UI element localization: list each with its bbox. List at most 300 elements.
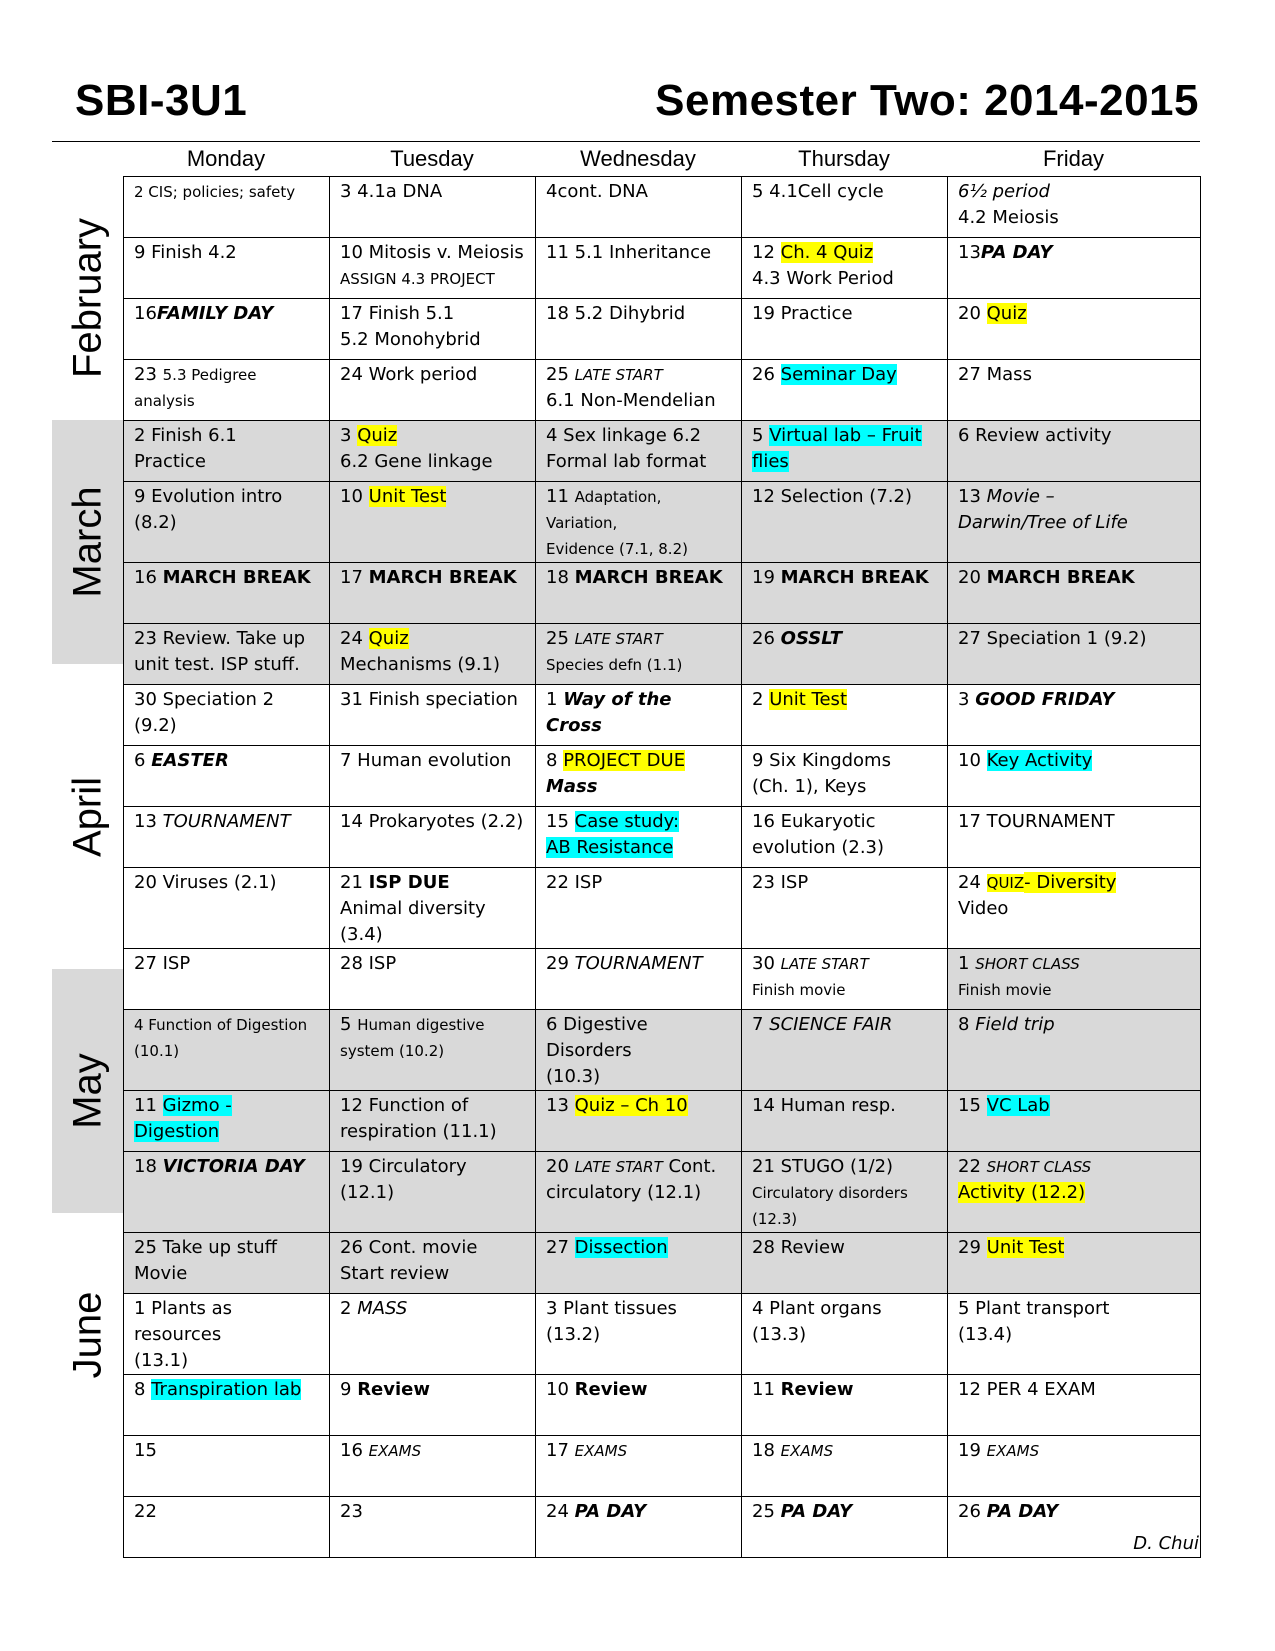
day-header-thursday: Thursday xyxy=(798,146,890,171)
month-june xyxy=(52,1213,123,1457)
week-row xyxy=(124,1436,1201,1497)
cell-text: MARCH BREAK xyxy=(368,567,517,588)
cell-text: 24 xyxy=(546,1501,575,1522)
cell-text: 31 Finish speciation xyxy=(340,689,518,710)
cell-text: Quiz xyxy=(357,425,398,446)
cell-text: 30 Speciation 2 (9.2) xyxy=(134,689,275,736)
day-cell xyxy=(124,624,330,685)
month-april xyxy=(52,664,123,969)
cell-text: FAMILY DAY xyxy=(156,303,274,324)
cell-text: EXAMS xyxy=(368,1442,422,1460)
cell-text: VC Lab xyxy=(986,1095,1050,1116)
cell-text: 10 xyxy=(340,486,369,507)
calendar-grid xyxy=(123,176,1201,1558)
cell-text: Field trip xyxy=(975,1014,1055,1035)
cell-text: 12 Function of xyxy=(340,1095,469,1116)
week-row xyxy=(124,1091,1201,1152)
cell-text: circulatory (12.1) xyxy=(546,1182,702,1203)
cell-text: 21 STUGO (1/2) xyxy=(752,1156,894,1177)
cell-text: 7 xyxy=(752,1014,770,1035)
cell-text: 19 xyxy=(958,1440,987,1461)
cell-text: Circulatory disorders (12.3) xyxy=(752,1184,908,1228)
day-cell xyxy=(742,949,948,1010)
cell-text: Activity (12.2) xyxy=(958,1182,1086,1203)
cell-text: respiration (11.1) xyxy=(340,1121,497,1142)
cell-text: 26 xyxy=(752,364,781,385)
day-cell xyxy=(124,482,330,563)
day-cell xyxy=(536,1152,742,1233)
cell-text: EXAMS xyxy=(574,1442,628,1460)
week-row xyxy=(124,1375,1201,1436)
cell-text: SCIENCE FAIR xyxy=(769,1014,893,1035)
day-header-wednesday: Wednesday xyxy=(580,146,696,171)
day-cell xyxy=(948,1436,1201,1497)
cell-text: 6 xyxy=(134,750,152,771)
cell-text: 1 xyxy=(958,953,976,974)
cell-text: 16 xyxy=(340,1440,369,1461)
cell-text: 28 ISP xyxy=(340,953,397,974)
cell-text: Review xyxy=(357,1379,430,1400)
day-cell xyxy=(124,563,330,624)
cell-text: (13.4) xyxy=(958,1324,1013,1345)
cell-text: Finish movie xyxy=(958,981,1052,999)
day-cell xyxy=(536,1294,742,1375)
day-cell xyxy=(742,1375,948,1436)
cell-text: 5.3 Pedigree analysis xyxy=(134,366,257,410)
day-cell xyxy=(330,1436,536,1497)
day-cell xyxy=(330,1233,536,1294)
cell-text: Quiz xyxy=(368,628,409,649)
cell-text: Mechanisms (9.1) xyxy=(340,654,501,675)
day-cell xyxy=(948,360,1201,421)
day-cell xyxy=(330,685,536,746)
cell-text: Cont. xyxy=(662,1156,717,1177)
day-cell xyxy=(536,360,742,421)
cell-text: 4 Sex linkage 6.2 xyxy=(546,425,702,446)
day-cell xyxy=(948,868,1201,949)
day-cell xyxy=(742,1497,948,1558)
cell-text: PA DAY xyxy=(574,1501,647,1522)
cell-text: 2 xyxy=(340,1298,358,1319)
cell-text: 19 Practice xyxy=(752,303,853,324)
cell-text: TOURNAMENT xyxy=(574,953,703,974)
cell-text: Review xyxy=(574,1379,648,1400)
cell-text: 26 xyxy=(752,628,781,649)
cell-text: 10 Mitosis v. Meiosis xyxy=(340,242,524,263)
cell-text: 18 xyxy=(134,1156,163,1177)
week-row xyxy=(124,1294,1201,1375)
cell-text: Practice xyxy=(134,451,206,472)
week-row xyxy=(124,421,1201,482)
cell-text: unit test. ISP stuff. xyxy=(134,654,300,675)
month-label: April xyxy=(65,776,109,857)
day-cell xyxy=(536,1436,742,1497)
cell-text: 8 xyxy=(134,1379,152,1400)
cell-text: 22 ISP xyxy=(546,872,603,893)
cell-text: 6½ period xyxy=(958,181,1050,202)
cell-text: 9 Six Kingdoms xyxy=(752,750,891,771)
cell-text: 23 ISP xyxy=(752,872,809,893)
week-row xyxy=(124,299,1201,360)
day-cell xyxy=(948,563,1201,624)
cell-text: PROJECT DUE xyxy=(563,750,686,771)
cell-text: 24 Work period xyxy=(340,364,478,385)
cell-text: 3 Plant tissues (13.2) xyxy=(546,1298,677,1345)
week-row xyxy=(124,177,1201,238)
cell-text: TOURNAMENT xyxy=(162,811,291,832)
day-cell xyxy=(742,1152,948,1233)
cell-text: 16 Eukaryotic xyxy=(752,811,876,832)
cell-text: AB Resistance xyxy=(546,837,674,858)
day-cell xyxy=(536,868,742,949)
cell-text: 20 xyxy=(546,1156,575,1177)
day-cell xyxy=(742,238,948,299)
cell-text: Adaptation, Variation, xyxy=(546,488,662,532)
cell-text: 9 Evolution intro xyxy=(134,486,283,507)
cell-text: MARCH BREAK xyxy=(162,567,311,588)
day-cell xyxy=(330,949,536,1010)
day-cell xyxy=(742,807,948,868)
cell-text: 8 xyxy=(546,750,564,771)
cell-text: 2 Finish 6.1 xyxy=(134,425,237,446)
cell-text: Human digestive xyxy=(357,1016,485,1034)
day-cell xyxy=(536,624,742,685)
cell-text: 6.2 Gene linkage xyxy=(340,451,493,472)
cell-text: 1 Plants as resources xyxy=(134,1298,233,1345)
day-cell xyxy=(536,238,742,299)
cell-text: 9 Finish 4.2 xyxy=(134,242,237,263)
cell-text: 17 xyxy=(340,567,369,588)
day-cell xyxy=(948,421,1201,482)
day-cell xyxy=(742,868,948,949)
cell-text: 27 xyxy=(546,1237,575,1258)
cell-text: 6 Review activity xyxy=(958,425,1112,446)
cell-text: SHORT CLASS xyxy=(975,955,1080,973)
cell-text: 22 xyxy=(958,1156,987,1177)
day-cell xyxy=(948,949,1201,1010)
cell-text: Evidence (7.1, 8.2) xyxy=(546,540,688,558)
day-cell xyxy=(124,299,330,360)
day-cell xyxy=(948,624,1201,685)
cell-text: LATE START xyxy=(574,1158,663,1176)
cell-text: 13 xyxy=(958,242,981,263)
cell-text: 16 xyxy=(134,567,163,588)
day-cell xyxy=(124,746,330,807)
month-label: February xyxy=(65,217,109,379)
day-cell xyxy=(948,1152,1201,1233)
week-row xyxy=(124,1233,1201,1294)
cell-text: 29 xyxy=(546,953,575,974)
day-cell xyxy=(330,299,536,360)
cell-text: 20 Viruses (2.1) xyxy=(134,872,277,893)
cell-text: QUIZ xyxy=(986,874,1025,892)
cell-text: 7 Human evolution xyxy=(340,750,512,771)
day-cell xyxy=(124,421,330,482)
day-cell xyxy=(948,1233,1201,1294)
cell-text: 9 xyxy=(340,1379,358,1400)
cell-text: Dissection xyxy=(574,1237,668,1258)
month-may xyxy=(52,969,123,1213)
cell-text: Quiz xyxy=(986,303,1027,324)
cell-text: 4 Function of Digestion xyxy=(134,1016,308,1034)
cell-text: (10.3) xyxy=(546,1066,601,1087)
cell-text: (13.1) xyxy=(134,1350,189,1371)
day-cell xyxy=(330,421,536,482)
month-march xyxy=(52,420,123,664)
cell-text: 13 xyxy=(958,486,987,507)
cell-text: 12 PER 4 EXAM xyxy=(958,1379,1096,1400)
cell-text: LATE START xyxy=(780,955,869,973)
cell-text: EXAMS xyxy=(780,1442,834,1460)
cell-text: 5 Plant transport xyxy=(958,1298,1110,1319)
cell-text: PA DAY xyxy=(986,1501,1059,1522)
cell-text: Darwin/Tree of Life xyxy=(958,512,1128,533)
cell-text: 4.3 Work Period xyxy=(752,268,894,289)
day-cell xyxy=(536,421,742,482)
day-cell xyxy=(330,807,536,868)
day-cell xyxy=(124,238,330,299)
day-cell xyxy=(742,1091,948,1152)
week-row xyxy=(124,868,1201,949)
day-cell xyxy=(742,482,948,563)
day-cell xyxy=(124,1294,330,1375)
cell-text: 3 xyxy=(340,425,358,446)
cell-text: 15 xyxy=(134,1440,157,1461)
week-row xyxy=(124,1010,1201,1091)
day-cell xyxy=(536,482,742,563)
cell-text: 24 xyxy=(958,872,987,893)
cell-text: 11 xyxy=(546,486,575,507)
day-cell xyxy=(742,1010,948,1091)
cell-text: 23 xyxy=(340,1501,363,1522)
day-cell xyxy=(536,807,742,868)
cell-text: Seminar Day xyxy=(780,364,897,385)
day-cell xyxy=(742,685,948,746)
week-row xyxy=(124,238,1201,299)
cell-text: Movie xyxy=(134,1263,188,1284)
day-cell xyxy=(124,1375,330,1436)
day-cell xyxy=(330,563,536,624)
cell-text: 10 xyxy=(546,1379,575,1400)
cell-text: 29 xyxy=(958,1237,987,1258)
week-row xyxy=(124,1497,1201,1558)
day-cell xyxy=(124,1436,330,1497)
cell-text: Review xyxy=(780,1379,854,1400)
cell-text: 4 Plant organs (13.3) xyxy=(752,1298,882,1345)
cell-text: MARCH BREAK xyxy=(574,567,723,588)
cell-text: 6 Digestive Disorders xyxy=(546,1014,648,1061)
cell-text: 18 xyxy=(546,567,575,588)
day-cell xyxy=(330,360,536,421)
cell-text: OSSLT xyxy=(780,628,842,649)
day-header-monday: Monday xyxy=(186,146,266,171)
day-cell xyxy=(742,624,948,685)
day-cell xyxy=(536,685,742,746)
cell-text: Unit Test xyxy=(986,1237,1065,1258)
cell-text: VICTORIA DAY xyxy=(162,1156,305,1177)
cell-text: 25 xyxy=(752,1501,781,1522)
day-cell xyxy=(948,1375,1201,1436)
cell-text: Animal diversity (3.4) xyxy=(340,898,486,945)
day-cell xyxy=(330,1375,536,1436)
cell-text: 4cont. DNA xyxy=(546,181,648,202)
day-cell xyxy=(948,807,1201,868)
day-cell xyxy=(536,1375,742,1436)
cell-text: Species defn (1.1) xyxy=(546,656,683,674)
day-cell xyxy=(330,1294,536,1375)
day-cell xyxy=(124,868,330,949)
day-cell xyxy=(124,177,330,238)
cell-text: 23 Review. Take up xyxy=(134,628,306,649)
cell-text: 27 Mass xyxy=(958,364,1032,385)
day-cell xyxy=(330,1091,536,1152)
cell-text: 11 xyxy=(752,1379,781,1400)
cell-text: 14 Prokaryotes (2.2) xyxy=(340,811,524,832)
cell-text: ASSIGN 4.3 PROJECT xyxy=(340,270,495,288)
day-cell xyxy=(948,1091,1201,1152)
day-cell xyxy=(948,1010,1201,1091)
cell-text: SHORT CLASS xyxy=(986,1158,1092,1176)
cell-text: (Ch. 1), Keys xyxy=(752,776,867,797)
week-row xyxy=(124,949,1201,1010)
cell-text: 27 Speciation 1 (9.2) xyxy=(958,628,1147,649)
cell-text: PA DAY xyxy=(780,1501,853,1522)
week-row xyxy=(124,360,1201,421)
cell-text: 2 CIS; policies; safety xyxy=(134,183,296,201)
cell-text: 20 xyxy=(958,567,987,588)
cell-text: Unit Test xyxy=(769,689,847,710)
cell-text: 25 xyxy=(546,628,575,649)
cell-text: 12 xyxy=(752,242,781,263)
day-cell xyxy=(742,746,948,807)
cell-text: LATE START xyxy=(574,630,663,648)
cell-text: 23 xyxy=(134,364,163,385)
cell-text: Unit Test xyxy=(368,486,447,507)
day-cell xyxy=(742,360,948,421)
cell-text: GOOD FRIDAY xyxy=(975,689,1115,710)
header-rule xyxy=(52,141,1200,142)
week-row xyxy=(124,807,1201,868)
cell-text: Start review xyxy=(340,1263,450,1284)
day-cell xyxy=(948,746,1201,807)
day-cell xyxy=(330,177,536,238)
day-cell xyxy=(536,299,742,360)
day-cell xyxy=(330,1497,536,1558)
cell-text: (8.2) xyxy=(134,512,177,533)
cell-text: 20 xyxy=(958,303,987,324)
cell-text: 11 5.1 Inheritance xyxy=(546,242,712,263)
cell-text: flies xyxy=(752,451,789,472)
day-cell xyxy=(536,177,742,238)
day-cell xyxy=(742,177,948,238)
author-signature: D. Chui xyxy=(1133,1533,1199,1554)
cell-text: Finish movie xyxy=(752,981,846,999)
day-cell xyxy=(536,1091,742,1152)
cell-text: MASS xyxy=(357,1298,408,1319)
cell-text: 18 5.2 Dihybrid xyxy=(546,303,686,324)
cell-text: Formal lab format xyxy=(546,451,707,472)
cell-text: 26 Cont. movie xyxy=(340,1237,478,1258)
day-cell xyxy=(330,746,536,807)
week-row xyxy=(124,746,1201,807)
day-cell xyxy=(948,1294,1201,1375)
day-cell xyxy=(124,807,330,868)
cell-text: 3 xyxy=(958,689,976,710)
cell-text: 18 xyxy=(752,1440,781,1461)
week-row xyxy=(124,624,1201,685)
cell-text: 15 xyxy=(546,811,575,832)
cell-text: 30 xyxy=(752,953,781,974)
cell-text: 3 4.1a DNA xyxy=(340,181,443,202)
month-february xyxy=(52,176,123,420)
cell-text: 19 xyxy=(752,567,781,588)
cell-text: 13 xyxy=(134,811,163,832)
day-header-tuesday: Tuesday xyxy=(390,146,474,171)
day-cell xyxy=(948,177,1201,238)
day-cell xyxy=(330,1010,536,1091)
week-row xyxy=(124,685,1201,746)
cell-text: PA DAY xyxy=(980,242,1053,263)
month-label: May xyxy=(65,1053,109,1129)
week-row xyxy=(124,1152,1201,1233)
cell-text: Virtual lab – Fruit xyxy=(769,425,922,446)
day-cell xyxy=(536,1497,742,1558)
week-row xyxy=(124,482,1201,563)
day-cell xyxy=(124,1152,330,1233)
cell-text: Ch. 4 Quiz xyxy=(780,242,874,263)
cell-text: LATE START xyxy=(574,366,663,384)
semester-title: Semester Two: 2014-2015 xyxy=(655,76,1199,125)
day-cell xyxy=(124,360,330,421)
day-cell xyxy=(330,1152,536,1233)
cell-text: 17 xyxy=(546,1440,575,1461)
cell-text: 8 xyxy=(958,1014,976,1035)
cell-text: Way of the Cross xyxy=(546,689,672,736)
day-cell xyxy=(330,868,536,949)
cell-text: (10.1) xyxy=(134,1042,180,1060)
cell-text: - Diversity xyxy=(1024,872,1117,893)
day-cell xyxy=(330,624,536,685)
cell-text: evolution (2.3) xyxy=(752,837,885,858)
cell-text: 13 xyxy=(546,1095,575,1116)
day-header-friday: Friday xyxy=(1042,146,1105,171)
cell-text: 4.2 Meiosis xyxy=(958,207,1059,228)
cell-text: 27 ISP xyxy=(134,953,191,974)
cell-text: 28 Review xyxy=(752,1237,845,1258)
day-cell xyxy=(742,1436,948,1497)
day-cell xyxy=(124,1497,330,1558)
cell-text: EXAMS xyxy=(986,1442,1040,1460)
cell-text: 15 xyxy=(958,1095,987,1116)
day-cell xyxy=(536,949,742,1010)
course-code: SBI-3U1 xyxy=(75,76,248,125)
calendar-body xyxy=(124,177,1201,1558)
cell-text: Movie – xyxy=(986,486,1055,507)
cell-text: Mass xyxy=(546,776,598,797)
day-cell xyxy=(948,482,1201,563)
cell-text: 14 Human resp. xyxy=(752,1095,896,1116)
cell-text: EASTER xyxy=(151,750,229,771)
cell-text: Case study: xyxy=(574,811,680,832)
cell-text: 26 xyxy=(958,1501,987,1522)
cell-text: Video xyxy=(958,898,1009,919)
cell-text: 6.1 Non-Mendelian xyxy=(546,390,716,411)
day-cell xyxy=(742,299,948,360)
cell-text: Key Activity xyxy=(986,750,1093,771)
day-cell xyxy=(124,949,330,1010)
cell-text: 16 xyxy=(134,303,157,324)
day-cell xyxy=(742,421,948,482)
